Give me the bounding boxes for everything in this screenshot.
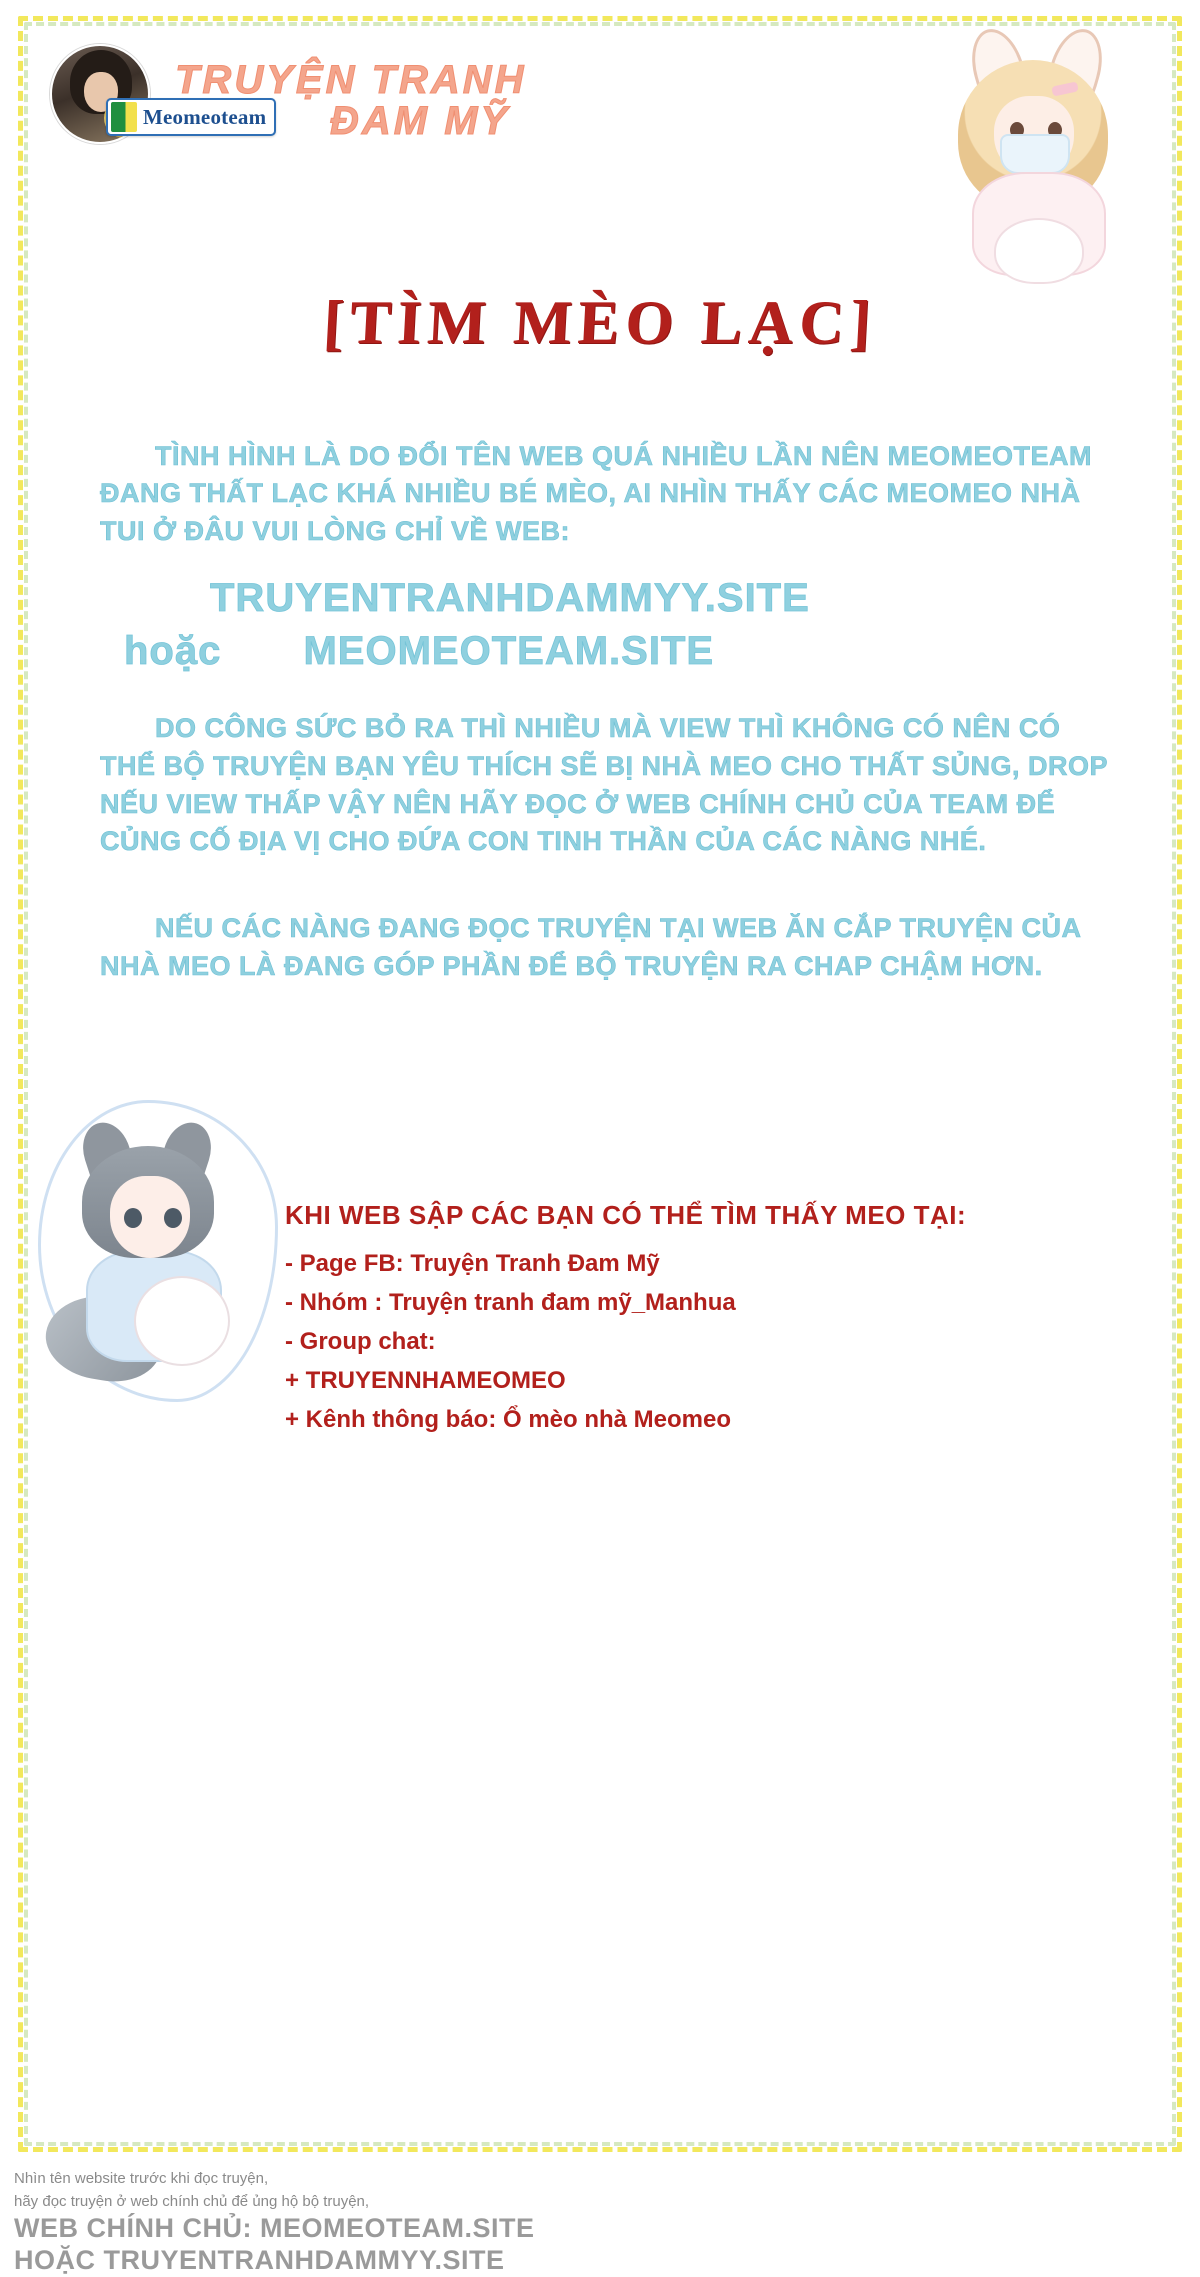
site-alternate[interactable]: MEOMEOTEAM.SITE [303, 629, 715, 673]
footer-alternate-site: HOẶC TRUYENTRANHDAMMYY.SITE [14, 2244, 505, 2275]
site-links [100, 576, 1100, 674]
wolf-eye-right [164, 1208, 182, 1228]
paragraph-2: DO CÔNG SỨC BỎ RA THÌ NHIỀU MÀ VIEW THÌ KHÔNG CÓ NÊN CÓ THỂ BỘ TRUYỆN BẠN YÊU THÍCH SẼ BỊ NHÀ MEO CHO THẤT SỦNG, DROP NẾU VIEW THẤP VẬY NÊN HÃY ĐỌC Ở WEB CHÍNH CHỦ CỦA TEAM ĐỂ CỦNG CỐ ĐỊA VỊ CHO ĐỨA CON TINH THẦN CỦA CÁC NÀNG NHÉ. [100, 713, 1108, 857]
contact-heading: KHI WEB SẬP CÁC BẠN CÓ THỂ TÌM THẤY MEO TẠI: [285, 1200, 967, 1230]
site-or-label: hoặc [124, 629, 222, 673]
girl-illustration [920, 22, 1160, 292]
brand-line-1: TRUYỆN TRANH [175, 58, 527, 102]
list-item: - Page FB: Truyện Tranh Đam Mỹ [285, 1250, 660, 1277]
site-secondary-line [100, 629, 1100, 674]
wolf-plush-toy [134, 1276, 230, 1366]
wolf-eye-left [124, 1208, 142, 1228]
brand-line-2: ĐAM MỸ [330, 98, 511, 143]
team-badge-label: Meomeoteam [143, 104, 267, 129]
footer-official-site: WEB CHÍNH CHỦ: MEOMEOTEAM.SITE [14, 2213, 535, 2243]
list-item: - Nhóm : Truyện tranh đam mỹ_Manhua [285, 1288, 736, 1316]
site-primary[interactable]: TRUYENTRANHDAMMYY.SITE [210, 576, 810, 620]
footer-note-1: Nhìn tên website trước khi đọc truyện, [14, 2170, 269, 2187]
footer [14, 2168, 1194, 2277]
bunny-plush [994, 218, 1084, 284]
contact-list [285, 1245, 1025, 1439]
footer-note-2: hãy đọc truyện ở web chính chủ để ủng hộ bộ truyện, [14, 2192, 370, 2210]
flag-icon [111, 102, 137, 132]
brand-title [175, 60, 527, 142]
list-item: + TRUYENNHAMEOMEO [285, 1366, 566, 1394]
list-item: + Kênh thông báo: Ổ mèo nhà Meomeo [285, 1405, 732, 1433]
page-title: [TÌM MÈO LẠC] [321, 289, 879, 357]
header [40, 36, 600, 146]
list-item: - Group chat: [285, 1327, 436, 1355]
paragraph-1: TÌNH HÌNH LÀ DO ĐỔI TÊN WEB QUÁ NHIỀU LẦN NÊN MEOMEOTEAM ĐANG THẤT LẠC KHÁ NHIỀU BÉ MÈO, AI NHÌN THẤY CÁC MEOMEO NHÀ TUI Ở ĐÂU VUI LÒNG CHỈ VỀ WEB: [100, 441, 1092, 546]
contact-block [285, 1200, 1025, 1439]
wolf-boy-illustration [38, 1090, 278, 1400]
girl-mask [1000, 134, 1070, 174]
paragraph-3: NẾU CÁC NÀNG ĐANG ĐỌC TRUYỆN TẠI WEB ĂN CẮP TRUYỆN CỦA NHÀ MEO LÀ ĐANG GÓP PHẦN ĐỂ BỘ TRUYỆN RA CHAP CHẬM HƠN. [100, 913, 1081, 981]
